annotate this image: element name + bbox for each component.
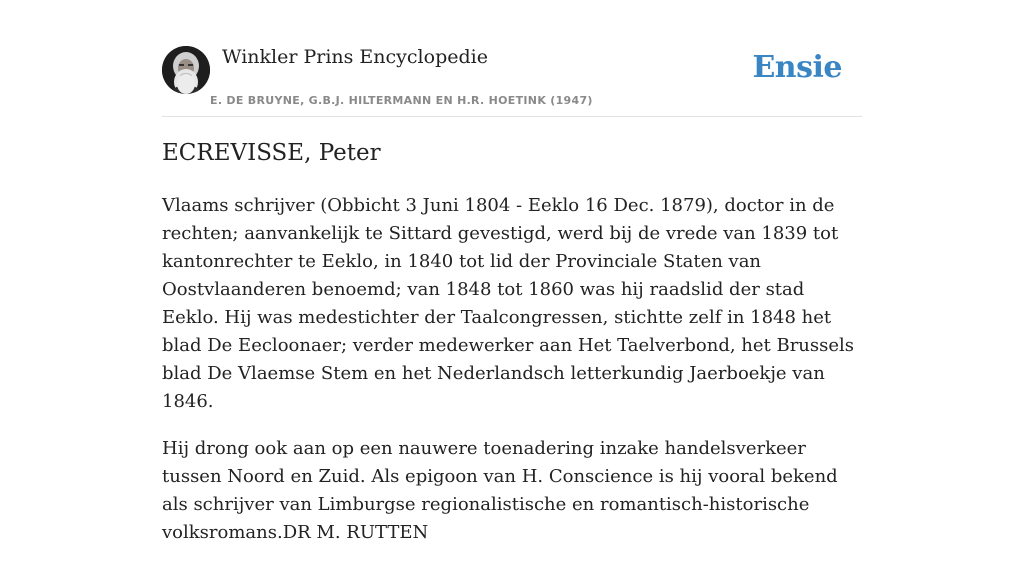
page: [162, 0, 862, 543]
article-body: [162, 192, 862, 566]
authors-credit: E. DE BRUYNE, G.B.J. HILTERMANN EN H.R. HOETINK (1947): [210, 94, 593, 107]
header: [162, 0, 862, 117]
article-paragraph: Hij drong ook aan op een nauwere toenadering inzake handelsverkeer tussen Noord en Zuid. Als epigoon van H. Conscience is hij vooral bekend als schrijver van Limburgse regionalistische en romantisch-historische volksromans.DR M. RUTTEN: [162, 438, 838, 543]
ensie-logo-link[interactable]: Ensie: [752, 50, 842, 85]
bearded-man-portrait-icon: [162, 46, 210, 94]
avatar[interactable]: [162, 46, 210, 94]
page-title: ECREVISSE, Peter: [162, 140, 381, 166]
encyclopedia-title[interactable]: Winkler Prins Encyclopedie: [222, 46, 488, 68]
article-paragraph: Vlaams schrijver (Obbicht 3 Juni 1804 - Eeklo 16 Dec. 1879), doctor in de rechten; aanvankelijk te Sittard gevestigd, werd bij de vrede van 1839 tot kantonrechter te Eeklo, in 1840 tot lid der Provinciale Staten van Oostvlaanderen benoemd; van 1848 tot 1860 was hij raadslid der stad Eeklo. Hij was medestichter der Taalcongressen, stichtte zelf in 1848 het blad De Eecloonaer; verder medewerker aan Het Taelverbond, het Brussels blad De Vlaemse Stem en het Nederlandsch letterkundig Jaerboekje van 1846.: [162, 195, 855, 412]
